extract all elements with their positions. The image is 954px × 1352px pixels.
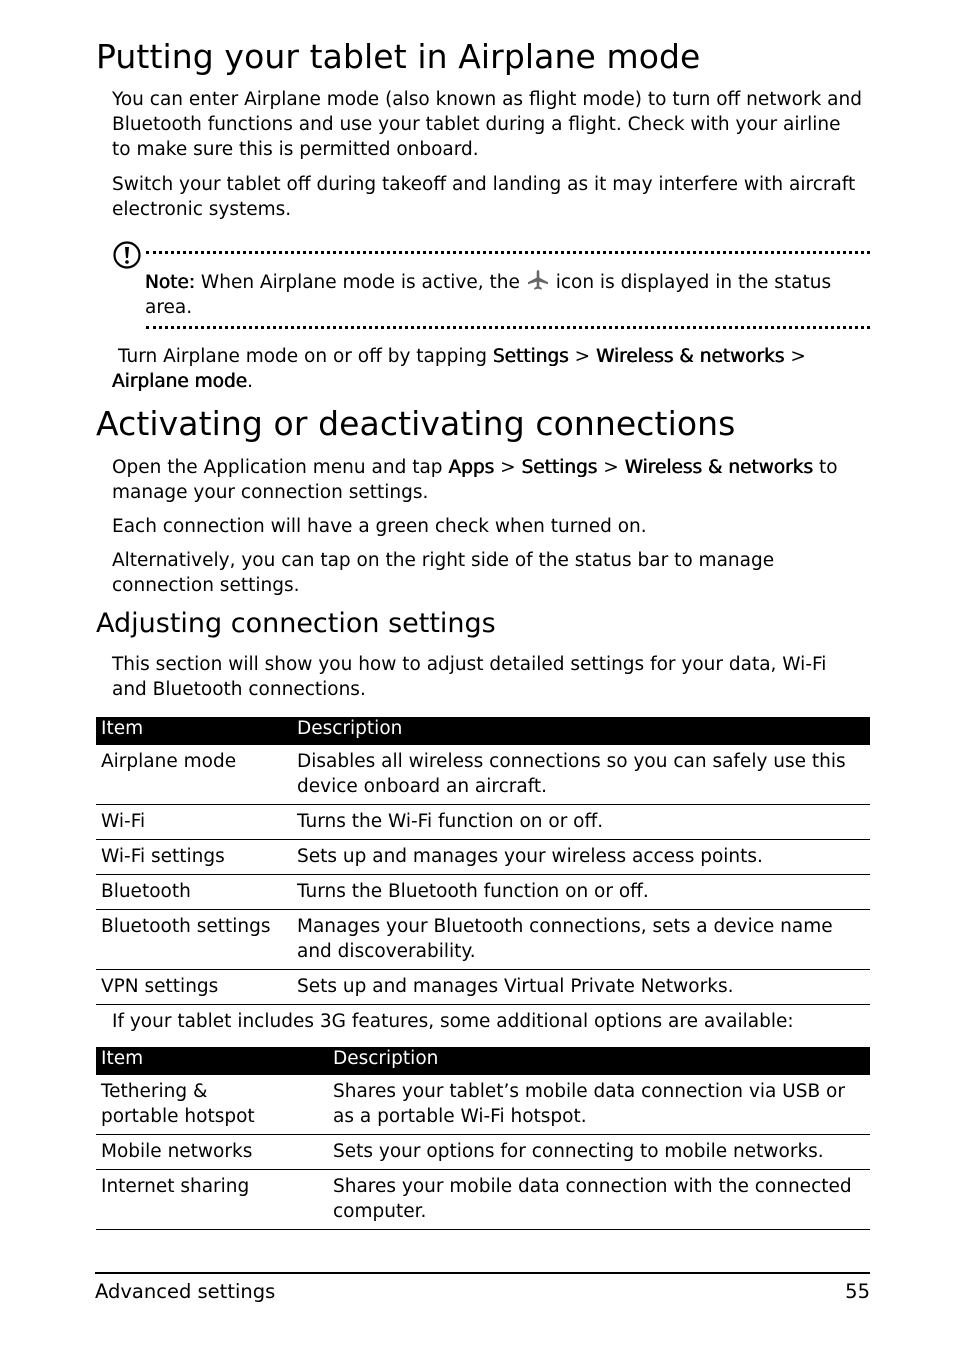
- table-header-item: Item: [96, 1047, 328, 1075]
- table-cell-description: Sets up and manages Virtual Private Networks.: [292, 970, 870, 1005]
- table-row: [96, 745, 870, 805]
- menu-path-apps: Apps: [448, 457, 495, 478]
- table-header-description: Description: [328, 1047, 870, 1075]
- paragraph-adjust-intro: This section will show you how to adjust detailed settings for your data, Wi-Fi and Bluetooth connections.: [112, 654, 827, 700]
- paragraph-3g-features: If your tablet includes 3G features, some additional options are available:: [112, 1011, 794, 1032]
- table-row: [96, 1170, 870, 1230]
- footer-section-name: Advanced settings: [95, 1280, 276, 1303]
- table-cell-item: Bluetooth settings: [96, 910, 292, 970]
- page-number: 55: [845, 1280, 870, 1303]
- subsection-title-adjusting: Adjusting connection settings: [96, 608, 496, 639]
- table-cell-item: Mobile networks: [96, 1135, 328, 1170]
- section-title-connections: Activating or deactivating connections: [96, 404, 736, 443]
- paragraph-takeoff-warning: Switch your tablet off during takeoff and landing as it may interfere with aircraft electronic systems.: [112, 174, 856, 220]
- note-label: Note:: [145, 272, 196, 293]
- table-cell-item: Internet sharing: [96, 1170, 328, 1230]
- table-cell-description: Disables all wireless connections so you can safely use this device onboard an aircraft.: [292, 745, 870, 805]
- table-row: [96, 875, 870, 910]
- airplane-icon: [526, 269, 550, 289]
- footer-divider: [95, 1272, 870, 1274]
- table-header-row: [96, 717, 870, 745]
- paragraph-open-settings: Open the Application menu and tap Apps > Settings > Wireless & networks to manage your connection settings.: [112, 457, 838, 503]
- table-cell-item: Wi-Fi: [96, 805, 292, 840]
- warning-icon: [112, 240, 142, 270]
- table-row: [96, 970, 870, 1005]
- note-top-divider: [146, 251, 870, 254]
- table-cell-description: Manages your Bluetooth connections, sets a device name and discoverability.: [292, 910, 870, 970]
- table-cell-item: Airplane mode: [96, 745, 292, 805]
- table-row: [96, 1075, 870, 1135]
- table-cell-description: Turns the Wi-Fi function on or off.: [292, 805, 870, 840]
- table-cell-description: Sets your options for connecting to mobile networks.: [328, 1135, 870, 1170]
- menu-path-airplane-mode: Airplane mode: [112, 371, 248, 392]
- menu-path-settings: Settings: [492, 346, 569, 367]
- menu-path-wireless-networks: Wireless & networks: [596, 346, 785, 367]
- table-row: [96, 805, 870, 840]
- paragraph-airplane-toggle: Turn Airplane mode on or off by tapping Settings > Wireless & networks > Airplane mode.: [112, 346, 806, 392]
- note-text: [145, 269, 857, 320]
- note-bottom-divider: [146, 326, 870, 329]
- table-cell-item: Bluetooth: [96, 875, 292, 910]
- note-text-before: When Airplane mode is active, the: [200, 272, 520, 293]
- table-cell-description: Shares your tablet’s mobile data connection via USB or as a portable Wi-Fi hotspot.: [328, 1075, 870, 1135]
- table-header-item: Item: [96, 717, 292, 745]
- note-box: [112, 238, 870, 333]
- table-cell-description: Turns the Bluetooth function on or off.: [292, 875, 870, 910]
- table-cell-item: Tethering & portable hotspot: [96, 1075, 328, 1135]
- menu-path-settings-2: Settings: [521, 457, 598, 478]
- menu-path-wireless-networks-2: Wireless & networks: [624, 457, 814, 478]
- table-cell-description: Sets up and manages your wireless access points.: [292, 840, 870, 875]
- 3g-settings-table: [96, 1047, 870, 1230]
- table-row: [96, 1135, 870, 1170]
- paragraph-green-check: Each connection will have a green check when turned on.: [112, 516, 647, 537]
- connection-settings-table: [96, 717, 870, 1005]
- paragraph-status-bar: Alternatively, you can tap on the right side of the status bar to manage connection settings.: [112, 550, 775, 596]
- section-title-airplane-mode: Putting your tablet in Airplane mode: [96, 37, 701, 76]
- table-row: [96, 840, 870, 875]
- table-cell-item: VPN settings: [96, 970, 292, 1005]
- paragraph-airplane-intro: You can enter Airplane mode (also known as flight mode) to turn off network and Bluetooth functions and use your tablet during a flight. Check with your airline to make sure this is permitted onboard.: [112, 89, 862, 160]
- table-cell-description: Shares your mobile data connection with the connected computer.: [328, 1170, 870, 1230]
- table-row: [96, 910, 870, 970]
- table-header-row: [96, 1047, 870, 1075]
- table-cell-item: Wi-Fi settings: [96, 840, 292, 875]
- note-text-after: icon is displayed in the status area.: [145, 272, 832, 318]
- table-header-description: Description: [292, 717, 870, 745]
